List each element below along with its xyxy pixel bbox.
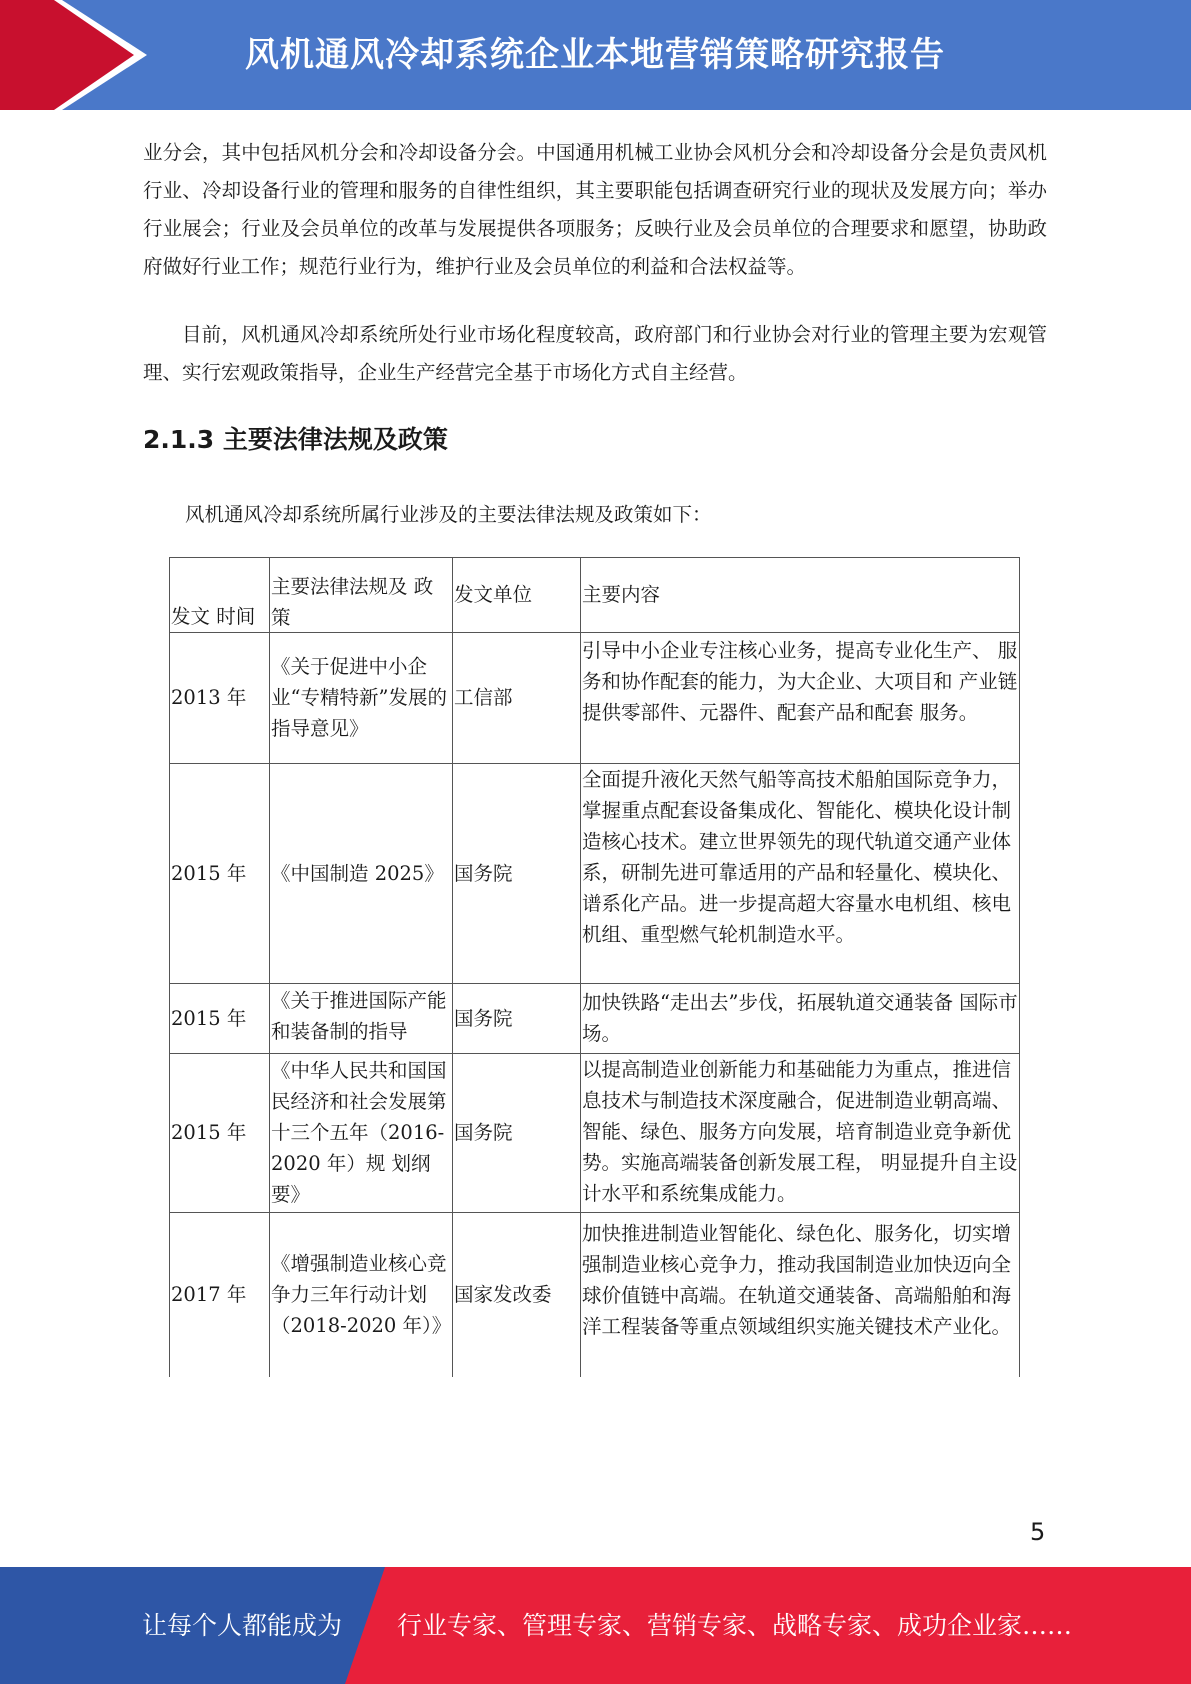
page-footer — [0, 1567, 1191, 1684]
table-header-row — [169, 557, 1020, 632]
row-issuer: 国务院 — [454, 1006, 513, 1030]
footer-slogan-right: 行业专家、管理专家、营销专家、战略专家、成功企业家…… — [397, 1611, 1073, 1640]
row-content: 以提高制造业创新能力和基础能力为重点，推进信息技术与制造技术深度融合，促进制造业朝高端、智能、绿色、服务方向发展，培育制造业竞争新优势。实施高端装备创新发展工程， 明显提升自主设计水平和系统集成能力。 — [582, 1058, 1018, 1205]
table-row — [169, 632, 1020, 763]
row-issuer: 国务院 — [454, 1121, 513, 1144]
table-row — [169, 763, 1020, 983]
header-arrow-icon — [0, 0, 160, 110]
row-date: 2015 年 — [171, 1006, 247, 1030]
table-row — [169, 1212, 1020, 1377]
row-content: 加快铁路“走出去”步伐，拓展轨道交通装备 国际市场。 — [582, 991, 1018, 1045]
table-row — [169, 1053, 1020, 1212]
header-date: 发文 时间 — [171, 605, 256, 628]
row-date: 2015 年 — [171, 1121, 247, 1144]
page-number: 5 — [1030, 1518, 1046, 1546]
row-issuer: 国家发改委 — [454, 1283, 552, 1306]
row-date: 2015 年 — [171, 861, 247, 885]
row-date: 2017 年 — [171, 1283, 247, 1306]
section-heading: 2.1.3 主要法律法规及政策 — [143, 425, 448, 454]
row-policy: 《关于推进国际产能和装备制的指导 — [271, 989, 447, 1043]
row-policy: 《中华人民共和国国民经济和社会发展第十三个五年（2016-2020 年）规 划纲要》 — [271, 1059, 447, 1206]
row-issuer: 国务院 — [454, 861, 513, 885]
row-content: 全面提升液化天然气船等高技术船舶国际竞争力，掌握重点配套设备集成化、智能化、模块化设计制造核心技术。建立世界领先的现代轨道交通产业体系，研制先进可靠适用的产品和轻量化、模块化、谱系化产品。进一步提高超大容量水电机组、核电机组、重型燃气轮机制造水平。 — [582, 768, 1012, 946]
body-paragraph-2: 目前，风机通风冷却系统所处行业市场化程度较高，政府部门和行业协会对行业的管理主要为宏观管理、实行宏观政策指导，企业生产经营完全基于市场化方式自主经营。 — [143, 323, 1047, 384]
row-date: 2013 年 — [171, 686, 247, 709]
body-paragraph-1: 业分会，其中包括风机分会和冷却设备分会。中国通用机械工业协会风机分会和冷却设备分会是负责风机行业、冷却设备行业的管理和服务的自律性组织，其主要职能包括调查研究行业的现状及发展方向；举办行业展会；行业及会员单位的改革与发展提供各项服务；反映行业及会员单位的合理要求和愿望，协助政府做好行业工作；规范行业行为，维护行业及会员单位的利益和合法权益等。 — [143, 141, 1047, 278]
header-issuer: 发文单位 — [454, 583, 533, 606]
header-policy: 主要法律法规及 政策 — [271, 575, 434, 629]
report-title: 风机通风冷却系统企业本地营销策略研究报告 — [245, 35, 945, 75]
row-policy: 《增强制造业核心竞争力三年行动计划（2018-2020 年）》 — [271, 1252, 452, 1337]
row-content: 引导中小企业专注核心业务，提高专业化生产、 服务和协作配套的能力，为大企业、大项目和 产业链提供零部件、元器件、配套产品和配套 服务。 — [582, 639, 1018, 724]
row-policy: 《中国制造 2025》 — [271, 861, 444, 885]
section-intro: 风机通风冷却系统所属行业涉及的主要法律法规及政策如下： — [185, 503, 712, 526]
table-row — [169, 983, 1020, 1053]
header-content: 主要内容 — [582, 583, 661, 606]
footer-slogan-left: 让每个人都能成为 — [142, 1611, 343, 1640]
page-header — [0, 0, 1191, 110]
row-issuer: 工信部 — [454, 686, 513, 709]
row-content: 加快推进制造业智能化、绿色化、服务化，切实增强制造业核心竞争力，推动我国制造业加快迈向全球价值链中高端。在轨道交通装备、高端船舶和海洋工程装备等重点领域组织实施关键技术产业化。 — [582, 1222, 1012, 1338]
policy-table — [169, 557, 1020, 1377]
row-policy: 《关于促进中小企业“专精特新”发展的指导意见》 — [271, 655, 447, 740]
